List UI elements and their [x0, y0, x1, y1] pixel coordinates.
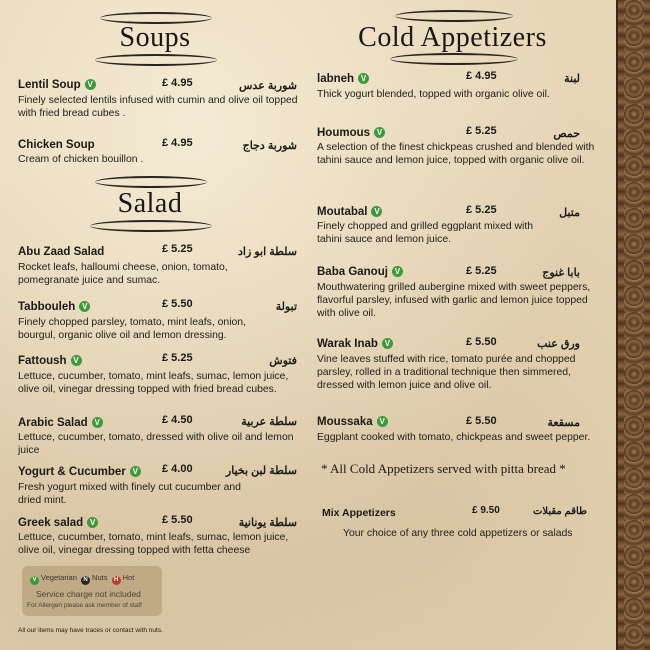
menu-item-name: Houmous V — [317, 127, 385, 139]
menu-item-name: Abu Zaad Salad — [18, 246, 105, 258]
menu-item-description: Fresh yogurt mixed with finely cut cucumber and dried mint. — [18, 482, 241, 507]
menu-item-arabic-name: لبنة — [564, 73, 580, 85]
menu-item-name: Greek salad V — [18, 517, 98, 529]
cold-heading: Cold Appetizers — [358, 22, 547, 53]
menu-item-price: £ 5.25 — [466, 204, 497, 216]
menu-item-description: Finely chopped parsley, tomato, mint leafs, onion, bourgul, organic olive oil and lemon dressing. — [18, 317, 246, 342]
menu-item-price: £ 4.00 — [162, 463, 193, 475]
menu-item-price: £ 5.50 — [466, 336, 497, 348]
menu-item-arabic-name: متبل — [559, 207, 580, 219]
menu-item-price: £ 5.25 — [466, 265, 497, 277]
menu-item-price: £ 5.25 — [162, 243, 193, 255]
menu-item-name: Yogurt & Cucumber V — [18, 466, 141, 478]
menu-item-arabic-name: مسقعة — [547, 417, 580, 429]
hot-icon: H — [112, 576, 121, 585]
legend-vegetarian-label: Vegetarian — [41, 573, 77, 582]
menu-item-arabic-name: سلطة لبن بخيار — [225, 465, 297, 477]
menu-item-price: £ 4.50 — [162, 414, 193, 426]
menu-item-price: £ 4.95 — [466, 70, 497, 82]
soups-heading: Soups — [119, 22, 191, 53]
vegetarian-icon: V — [30, 576, 39, 585]
menu-item-arabic-name: سلطة ابو زاد — [238, 246, 297, 258]
menu-item-name: Moutabal V — [317, 206, 382, 218]
menu-item-name: Lentil Soup V — [18, 79, 96, 91]
menu-item-description: Cream of chicken bouillon . — [18, 154, 144, 165]
menu-item-description: Eggplant cooked with tomato, chickpeas and sweet pepper. — [317, 432, 591, 443]
salad-heading-ornament — [95, 176, 207, 188]
service-charge-note: Service charge not included — [36, 589, 141, 599]
menu-item-arabic-name: شوربة عدس — [239, 80, 297, 92]
vegetarian-icon: V — [92, 417, 103, 428]
legend-row — [30, 573, 134, 585]
cold-heading-ornament — [395, 10, 513, 22]
menu-item-arabic-name: تبولة — [275, 301, 297, 313]
menu-item-arabic-name: سلطة يونانية — [238, 517, 297, 529]
menu-item-description: Lettuce, cucumber, tomato, mint leafs, sumac, lemon juice, olive oil, vinegar dressing topped with fried bread cubes. — [18, 371, 289, 396]
menu-item-description: Mouthwatering grilled aubergine mixed with sweet peppers, flavorful parsley, infused with garlic and lemon juice topped with olive oil. — [317, 282, 591, 320]
vegetarian-icon: V — [79, 301, 90, 312]
vegetarian-icon: V — [85, 79, 96, 90]
menu-item-price: £ 5.25 — [162, 352, 193, 364]
menu-item-price: £ 5.50 — [466, 415, 497, 427]
decorative-border — [616, 0, 650, 650]
mix-appetizers-description: Your choice of any three cold appetizers or salads — [343, 528, 573, 539]
menu-item-description: Finely selected lentils infused with cumin and olive oil topped with fried bread cubes . — [18, 95, 298, 120]
menu-item-name: Arabic Salad V — [18, 417, 103, 429]
menu-item-description: Vine leaves stuffed with rice, tomato purée and chopped parsley, rolled in a traditional technique then simmered, dressed with lemon juice and olive oil. — [317, 354, 576, 392]
footer-note: All our items may have traces or contact with nuts. — [18, 627, 163, 634]
menu-item-arabic-name: فتوش — [269, 355, 297, 367]
menu-item-arabic-name: بابا غنوج — [542, 267, 580, 279]
legend-hot-label: Hot — [122, 573, 135, 582]
menu-item-description: Finely chopped and grilled eggplant mixed with tahini sauce and lemon juice. — [317, 221, 534, 246]
menu-item-name: labneh V — [317, 73, 369, 85]
menu-item-description: Rocket leafs, halloumi cheese, onion, tomato, pomegranate juice and sumac. — [18, 262, 228, 287]
menu-item-arabic-name: سلطة عربية — [241, 416, 297, 428]
vegetarian-icon: V — [87, 517, 98, 528]
menu-item-name: Warak Inab V — [317, 338, 393, 350]
menu-item-name: Tabbouleh V — [18, 301, 90, 313]
vegetarian-icon: V — [358, 73, 369, 84]
menu-item-description: Lettuce, cucumber, tomato, dressed with olive oil and lemon juice — [18, 432, 294, 457]
salad-heading-underline — [90, 220, 212, 232]
vegetarian-icon: V — [374, 127, 385, 138]
menu-item-price: £ 5.50 — [162, 514, 193, 526]
menu-item-description: Lettuce, cucumber, tomato, mint leafs, sumac, lemon juice, olive oil, vinegar dressing topped with fetta cheese — [18, 532, 289, 557]
vegetarian-icon: V — [382, 338, 393, 349]
menu-item-price: £ 5.25 — [466, 125, 497, 137]
menu-item-name: Fattoush V — [18, 355, 82, 367]
vegetarian-icon: V — [130, 466, 141, 477]
legend-nuts-label: Nuts — [92, 573, 108, 582]
border-pattern — [624, 0, 644, 650]
menu-item-description: A selection of the finest chickpeas crushed and blended with tahini sauce and lemon juice, topped with organic olive oil. — [317, 142, 595, 167]
mix-appetizers-arabic-name: طاقم مقبلات — [532, 506, 587, 517]
vegetarian-icon: V — [377, 416, 388, 427]
menu-item-price: £ 4.95 — [162, 77, 193, 89]
menu-item-arabic-name: ورق عنب — [537, 338, 580, 350]
menu-item-arabic-name: حمص — [553, 128, 580, 140]
soups-heading-underline — [95, 54, 217, 66]
menu-item-name: Baba Ganouj V — [317, 266, 403, 278]
cold-heading-underline — [390, 53, 518, 65]
pitta-bread-note: * All Cold Appetizers served with pitta bread * — [321, 461, 566, 476]
menu-item-price: £ 4.95 — [162, 137, 193, 149]
mix-appetizers-price: £ 9.50 — [472, 505, 500, 516]
vegetarian-icon: V — [371, 206, 382, 217]
salad-heading: Salad — [117, 188, 183, 219]
mix-appetizers-name: Mix Appetizers — [322, 507, 396, 519]
menu-item-price: £ 5.50 — [162, 298, 193, 310]
allergen-note: For Allergen please ask member of staff — [27, 602, 142, 609]
vegetarian-icon: V — [392, 266, 403, 277]
menu-item-arabic-name: شوربة دجاج — [242, 140, 297, 152]
menu-item-name: Moussaka V — [317, 416, 388, 428]
vegetarian-icon: V — [71, 355, 82, 366]
menu-item-description: Thick yogurt blended, topped with organic olive oil. — [317, 89, 550, 100]
nuts-icon: N — [81, 576, 90, 585]
menu-item-name: Chicken Soup — [18, 139, 95, 151]
